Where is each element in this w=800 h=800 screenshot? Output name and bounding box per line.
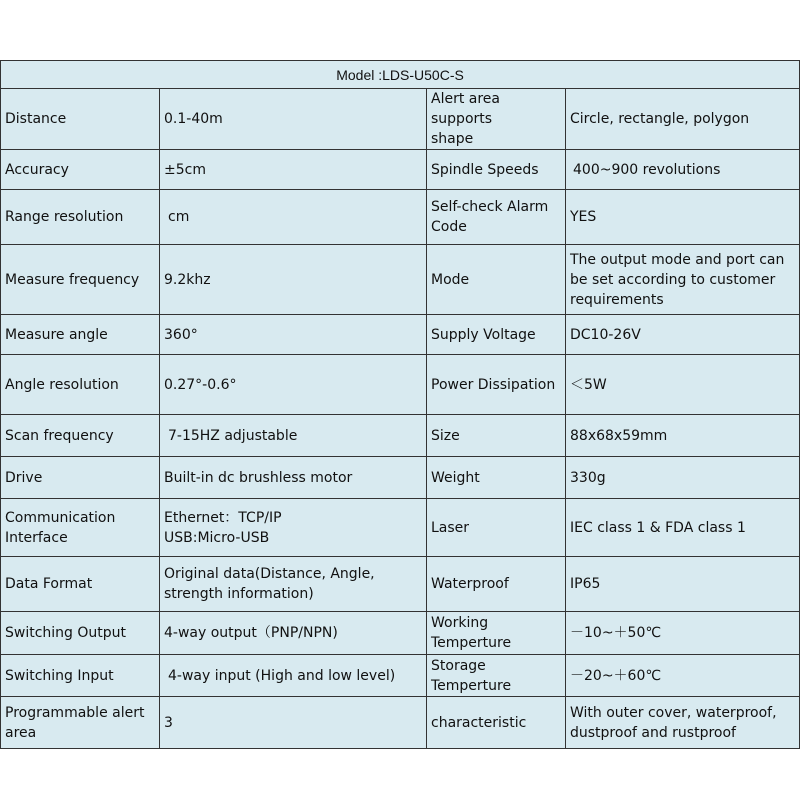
- value-storage-temperature: －20~＋60℃: [566, 655, 800, 697]
- value-accuracy: ±5cm: [160, 150, 427, 190]
- label-data-format: Data Format: [1, 557, 160, 612]
- value-alert-area-shape: Circle, rectangle, polygon: [566, 89, 800, 150]
- value-distance: 0.1-40m: [160, 89, 427, 150]
- label-spindle-speeds: Spindle Speeds: [427, 150, 566, 190]
- value-switching-input: 4-way input (High and low level): [160, 655, 427, 697]
- table-row: [1, 499, 800, 557]
- label-switching-input: Switching Input: [1, 655, 160, 697]
- value-data-format: Original data(Distance, Angle, strength information): [160, 557, 427, 612]
- model-title: Model :LDS-U50C-S: [1, 61, 800, 89]
- label-accuracy: Accuracy: [1, 150, 160, 190]
- value-supply-voltage: DC10-26V: [566, 315, 800, 355]
- label-measure-frequency: Measure frequency: [1, 245, 160, 315]
- value-waterproof: IP65: [566, 557, 800, 612]
- label-range-resolution: Range resolution: [1, 190, 160, 245]
- label-power-dissipation: Power Dissipation: [427, 355, 566, 415]
- value-switching-output: 4-way output（PNP/NPN): [160, 612, 427, 655]
- value-programmable-alert-area: 3: [160, 697, 427, 749]
- label-angle-resolution: Angle resolution: [1, 355, 160, 415]
- value-self-check-alarm: YES: [566, 190, 800, 245]
- label-self-check-alarm: Self-check Alarm Code: [427, 190, 566, 245]
- label-characteristic: characteristic: [427, 697, 566, 749]
- label-waterproof: Waterproof: [427, 557, 566, 612]
- value-power-dissipation: ＜5W: [566, 355, 800, 415]
- label-supply-voltage: Supply Voltage: [427, 315, 566, 355]
- table-row: [1, 415, 800, 457]
- value-size: 88x68x59mm: [566, 415, 800, 457]
- value-angle-resolution: 0.27°-0.6°: [160, 355, 427, 415]
- value-spindle-speeds: 400~900 revolutions: [566, 150, 800, 190]
- label-mode: Mode: [427, 245, 566, 315]
- table-row: [1, 150, 800, 190]
- table-row: [1, 612, 800, 655]
- value-working-temperature: －10~＋50℃: [566, 612, 800, 655]
- title-row: [1, 61, 800, 89]
- value-communication-interface: Ethernet：TCP/IP USB:Micro-USB: [160, 499, 427, 557]
- label-laser: Laser: [427, 499, 566, 557]
- label-drive: Drive: [1, 457, 160, 499]
- value-characteristic: With outer cover, waterproof, dustproof and rustproof: [566, 697, 800, 749]
- value-range-resolution: cm: [160, 190, 427, 245]
- value-weight: 330g: [566, 457, 800, 499]
- label-communication-interface: Communication Interface: [1, 499, 160, 557]
- table-row: [1, 89, 800, 150]
- label-distance: Distance: [1, 89, 160, 150]
- spec-table: [0, 60, 800, 749]
- table-row: [1, 355, 800, 415]
- label-alert-area-shape: Alert area supports shape: [427, 89, 566, 150]
- value-measure-frequency: 9.2khz: [160, 245, 427, 315]
- value-mode: The output mode and port can be set according to customer requirements: [566, 245, 800, 315]
- label-weight: Weight: [427, 457, 566, 499]
- table-row: [1, 557, 800, 612]
- table-row: [1, 697, 800, 749]
- table-row: [1, 190, 800, 245]
- table-row: [1, 245, 800, 315]
- value-drive: Built-in dc brushless motor: [160, 457, 427, 499]
- value-laser: IEC class 1 & FDA class 1: [566, 499, 800, 557]
- label-measure-angle: Measure angle: [1, 315, 160, 355]
- value-scan-frequency: 7-15HZ adjustable: [160, 415, 427, 457]
- table-row: [1, 655, 800, 697]
- label-working-temperature: Working Temperture: [427, 612, 566, 655]
- label-storage-temperature: Storage Temperture: [427, 655, 566, 697]
- label-programmable-alert-area: Programmable alert area: [1, 697, 160, 749]
- table-row: [1, 457, 800, 499]
- table-row: [1, 315, 800, 355]
- label-scan-frequency: Scan frequency: [1, 415, 160, 457]
- label-size: Size: [427, 415, 566, 457]
- label-switching-output: Switching Output: [1, 612, 160, 655]
- value-measure-angle: 360°: [160, 315, 427, 355]
